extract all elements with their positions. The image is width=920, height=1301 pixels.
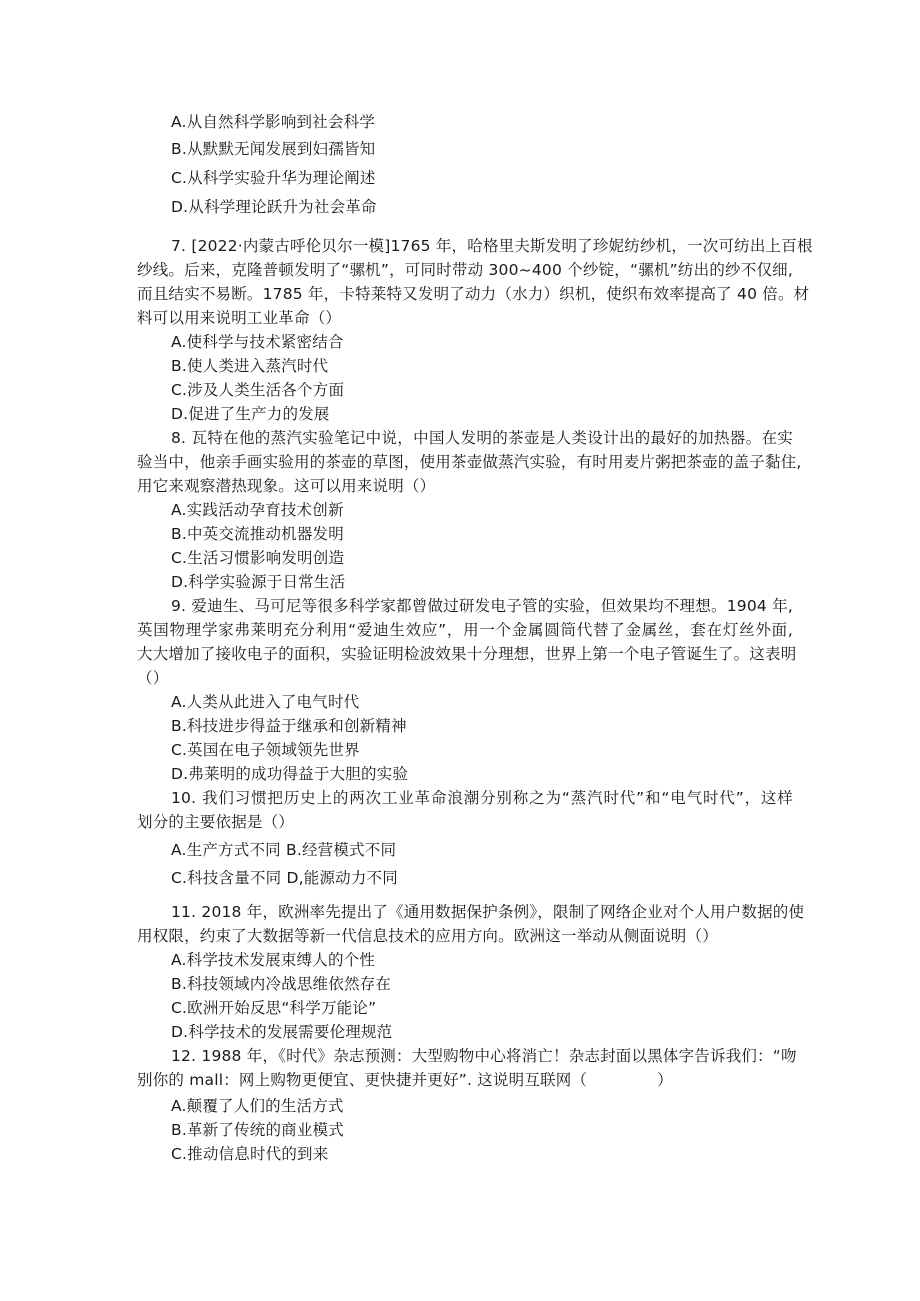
q7-stem-line-1: 7. [2022·内蒙古呼伦贝尔一模]1765 年，哈格里夫斯发明了珍妮纺纱机，一次可纺出上百根: [171, 237, 813, 255]
q12-stem-line-1: 12. 1988 年，《时代》杂志预测：大型购物中心将消亡！杂志封面以黑体字告诉我们：“吻: [171, 1047, 797, 1065]
q10-options-row-2: C.科技含量不同 D,能源动力不同: [171, 869, 398, 887]
q9-stem-line-4: （）: [137, 669, 169, 687]
q8-stem-line-3: 用它来观察潜热现象。这可以用来说明（）: [137, 477, 436, 495]
q7-option-c: C.涉及人类生活各个方面: [171, 381, 345, 399]
q9-stem-line-1: 9. 爱迪生、马可尼等很多科学家都曾做过研发电子管的实验，但效果均不理想。1904 年,: [171, 597, 793, 615]
q11-option-d: D.科学技术的发展需要伦理规范: [171, 1023, 393, 1041]
q11-option-b: B.科技领域内冷战思维依然存在: [171, 975, 392, 993]
q8-stem-line-1: 8. 瓦特在他的蒸汽实验笔记中说，中国人发明的茶壶是人类设计出的最好的加热器。在实: [171, 429, 793, 447]
q10-stem-line-1: 10. 我们习惯把历史上的两次工业革命浪潮分别称之为“蒸汽时代”和“电气时代”，这样: [171, 789, 793, 807]
q11-stem-line-1: 11. 2018 年，欧洲率先提出了《通用数据保护条例》，限制了网络企业对个人用户数据的使: [171, 903, 805, 921]
q7-option-a: A.使科学与技术紧密结合: [171, 333, 344, 351]
q12-option-c: C.推动信息时代的到来: [171, 1145, 329, 1163]
q7-stem-line-3: 而且结实不易断。1785 年，卡特莱特又发明了动力（水力）织机，使织布效率提高了 40 倍。材: [137, 285, 810, 303]
q9-stem-line-3: 大大增加了接收电子的面积，实验证明检波效果十分理想，世界上第一个电子管诞生了。这表明: [137, 645, 797, 663]
q10-options-row-1: A.生产方式不同 B.经营模式不同: [171, 841, 397, 859]
q8-stem-line-2: 验当中，他亲手画实验用的茶壶的草图，使用茶壶做蒸汽实验，有时用麦片粥把茶壶的盖子黏住,: [137, 453, 802, 471]
q9-stem-line-2: 英国物理学家弗莱明充分利用“爱迪生效应”，用一个金属圆筒代替了金属丝，套在灯丝外面,: [137, 621, 793, 639]
q9-option-b: B.科技进步得益于继承和创新精神: [171, 717, 407, 735]
q11-option-a: A.科学技术发展束缚人的个性: [171, 951, 376, 969]
q7-stem-line-2: 纱线。后来，克隆普顿发明了“骡机”，可同时带动 300~400 个纱锭，“骡机”纺出的纱不仅细,: [137, 261, 793, 279]
q8-option-d: D.科学实验源于日常生活: [171, 573, 346, 591]
q6-option-a: A.从自然科学影响到社会科学: [171, 113, 376, 131]
q6-option-b: B.从默默无闻发展到妇孺皆知: [171, 140, 376, 158]
q12-stem-line-2-close: ）: [657, 1071, 673, 1089]
q10-stem-line-2: 划分的主要依据是（）: [137, 813, 295, 831]
q12-option-a: A.颠覆了人们的生活方式: [171, 1097, 344, 1115]
q12-option-b: B.革新了传统的商业模式: [171, 1121, 344, 1139]
q6-option-c: C.从科学实验升华为理论阐述: [171, 169, 376, 187]
q6-option-d: D.从科学理论跃升为社会革命: [171, 198, 377, 216]
q7-stem-line-4: 料可以用来说明工业革命（）: [137, 309, 342, 327]
q9-option-a: A.人类从此进入了电气时代: [171, 693, 360, 711]
q8-option-b: B.中英交流推动机器发明: [171, 525, 344, 543]
q9-option-d: D.弗莱明的成功得益于大胆的实验: [171, 765, 409, 783]
q8-option-a: A.实践活动孕育技术创新: [171, 501, 344, 519]
q11-stem-line-2: 用权限，约束了大数据等新一代信息技术的应用方向。欧洲这一举动从侧面说明（）: [137, 927, 718, 945]
q8-option-c: C.生活习惯影响发明创造: [171, 549, 345, 567]
q12-stem-line-2: 别你的 mall：网上购物更便宜、更快捷并更好”. 这说明互联网（: [137, 1071, 588, 1089]
q7-option-d: D.促进了生产力的发展: [171, 405, 330, 423]
q11-option-c: C.欧洲开始反思“科学万能论”: [171, 999, 377, 1017]
q9-option-c: C.英国在电子领域领先世界: [171, 741, 360, 759]
q12-stem-line-2-wrap: [137, 1068, 673, 1092]
q7-option-b: B.使人类进入蒸汽时代: [171, 357, 329, 375]
